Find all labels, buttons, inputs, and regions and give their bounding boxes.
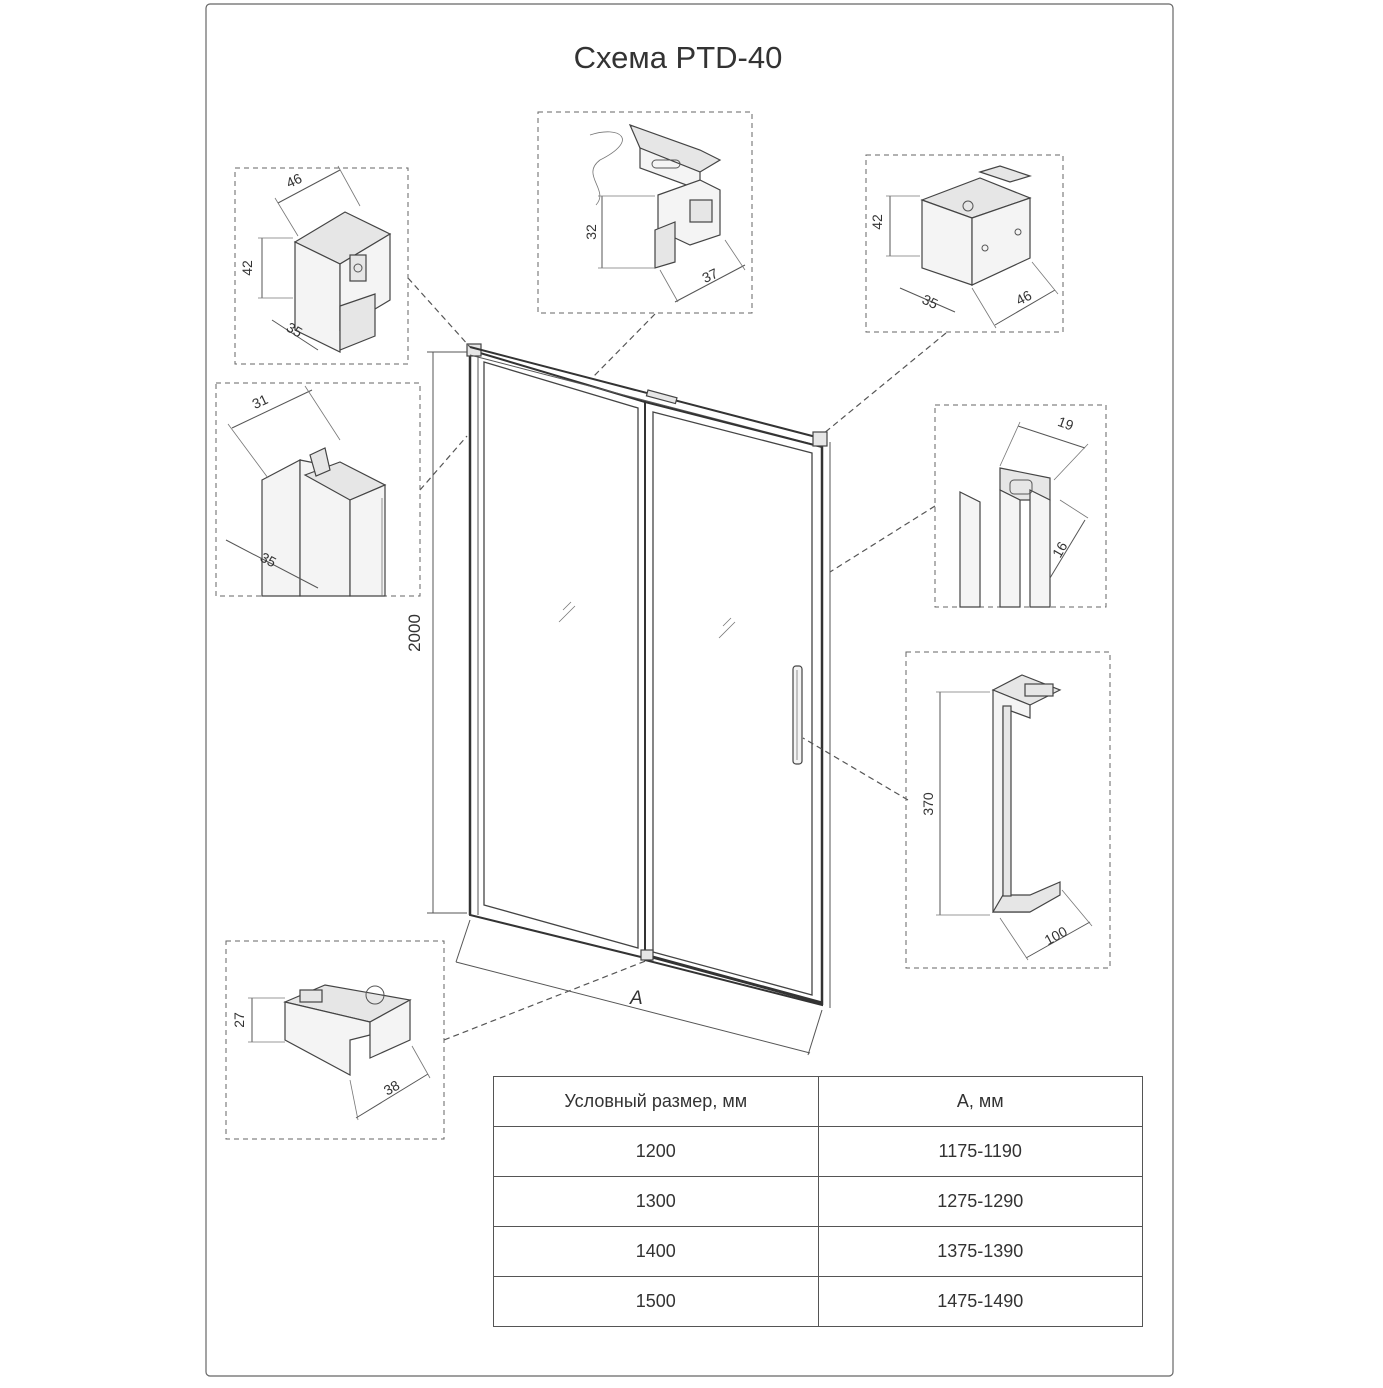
- detail-top-right-bracket: [866, 155, 1063, 332]
- table-row: [494, 1177, 1143, 1227]
- dim-depth-label: 35: [283, 318, 306, 341]
- table-cell-a: 1275-1290: [818, 1177, 1143, 1227]
- door-height-label: 2000: [405, 614, 424, 652]
- table-cell-size: 1300: [494, 1177, 819, 1227]
- dim-right-bracket-height-label: 42: [869, 214, 885, 230]
- detail-top-rail: [538, 112, 752, 313]
- dim-rail-width-label: 37: [699, 264, 721, 287]
- table-row: [494, 1277, 1143, 1327]
- door-width-label: A: [630, 988, 643, 1009]
- detail-top-left-bracket: [235, 166, 408, 364]
- page-title: Схема PTD-40: [573, 40, 783, 75]
- detail-bottom-guide: [226, 941, 444, 1139]
- dim-right-profile-top-label: 19: [1055, 413, 1076, 434]
- dim-width-label: 46: [283, 169, 305, 192]
- size-table: [493, 1076, 1143, 1327]
- dim-right-bracket-depth-label: 35: [919, 290, 941, 313]
- table-cell-size: 1200: [494, 1127, 819, 1177]
- table-cell-a: 1475-1490: [818, 1277, 1143, 1327]
- leader-lines: [408, 278, 946, 1040]
- table-row: [494, 1127, 1143, 1177]
- table-cell-a: 1375-1390: [818, 1227, 1143, 1277]
- table-header-row: [494, 1077, 1143, 1127]
- dim-wall-profile-bottom-label: 35: [257, 548, 279, 571]
- dim-wall-profile-top-label: 31: [249, 390, 271, 413]
- door-assembly: [405, 344, 830, 1055]
- dim-right-profile-bottom-label: 16: [1048, 538, 1071, 561]
- table-cell-size: 1500: [494, 1277, 819, 1327]
- dim-handle-depth-label: 100: [1041, 923, 1070, 949]
- detail-right-profile: [935, 405, 1106, 607]
- dim-right-bracket-width-label: 46: [1013, 286, 1035, 309]
- dim-bottom-guide-height-label: 27: [231, 1012, 247, 1028]
- table-header-cell: Условный размер, мм: [494, 1077, 819, 1127]
- table-header-cell: А, мм: [818, 1077, 1143, 1127]
- dim-height-label: 42: [239, 260, 255, 276]
- dim-rail-height-label: 32: [583, 224, 599, 240]
- dim-bottom-guide-width-label: 38: [380, 1076, 403, 1099]
- detail-handle: [906, 652, 1110, 968]
- table-cell-a: 1175-1190: [818, 1127, 1143, 1177]
- table-cell-size: 1400: [494, 1227, 819, 1277]
- dim-handle-length-label: 370: [920, 792, 936, 816]
- detail-wall-profile: [216, 383, 420, 596]
- table-row: [494, 1227, 1143, 1277]
